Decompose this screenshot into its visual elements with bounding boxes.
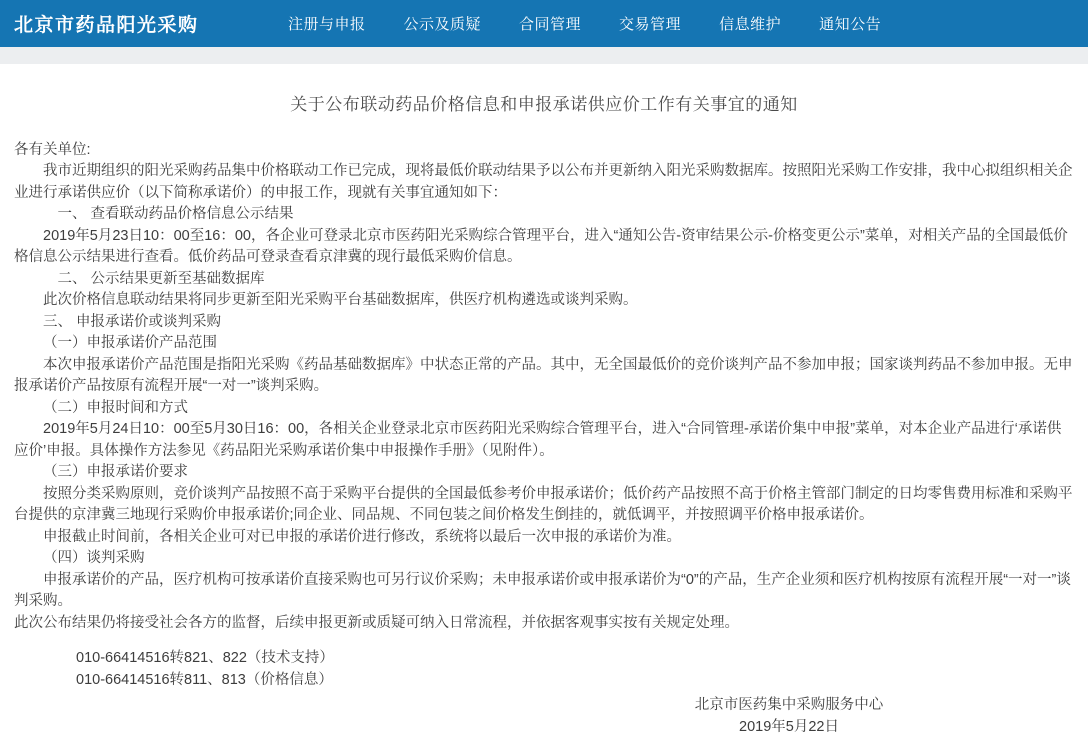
notice-title: 关于公布联动药品价格信息和申报承诺供应价工作有关事宜的通知 bbox=[290, 95, 798, 114]
header-divider-strip bbox=[0, 47, 1088, 64]
nav-item-info-maintenance[interactable]: 信息维护 bbox=[719, 16, 782, 33]
section-heading-3: 三、 申报承诺价或谈判采购 bbox=[43, 313, 222, 330]
subsection-heading-3-2: （二）申报时间和方式 bbox=[43, 399, 188, 416]
notice-salutation: 各有关单位: bbox=[14, 141, 91, 158]
signature-date: 2019年5月22日 bbox=[739, 718, 839, 735]
subsection-3-2-paragraph: 2019年5月24日10：00至5月30日16：00，各相关企业登录北京市医药阳光采购综合管理平台，进入“合同管理-承诺价集中申报”菜单，对本企业产品进行‘承诺供应价’申报。具体操作方法参见《药品阳光采购承诺价集中申报操作手册》（见附件）。 bbox=[14, 421, 1062, 459]
section-heading-2: 二、 公示结果更新至基础数据库 bbox=[57, 270, 265, 287]
subsection-3-1-paragraph: 本次申报承诺价产品范围是指阳光采购《药品基础数据库》中状态正常的产品。其中，无全国最低价的竞价谈判产品不参加申报；国家谈判药品不参加申报。无申报承诺价产品按原有流程开展“一对一”谈判采购。 bbox=[14, 356, 1073, 394]
nav-item-trade-management[interactable]: 交易管理 bbox=[619, 16, 682, 33]
nav-item-register-declare[interactable]: 注册与申报 bbox=[288, 16, 366, 33]
nav-item-contract-management[interactable]: 合同管理 bbox=[519, 16, 582, 33]
top-navigation-bar bbox=[0, 0, 1088, 47]
subsection-3-3-paragraph-1: 按照分类采购原则，竞价谈判产品按照不高于采购平台提供的全国最低参考价申报承诺价；低价药产品按照不高于价格主管部门制定的日均零售费用标准和采购平台提供的京津冀三地现行采购价申报承诺价;同企业、同品规、不同包装之间价格发生倒挂的，就低调平，并按照调平价格申报承诺价。 bbox=[14, 485, 1073, 523]
contact-line-tech-support: 010-66414516转821、822（技术支持） bbox=[76, 650, 334, 666]
nav-item-notice-announcement[interactable]: 通知公告 bbox=[819, 16, 882, 33]
subsection-3-3-paragraph-2: 申报截止时间前，各相关企业可对已申报的承诺价进行修改，系统将以最后一次申报的承诺价为准。 bbox=[43, 528, 681, 545]
site-title[interactable]: 北京市药品阳光采购 bbox=[14, 15, 199, 36]
subsection-heading-3-3: （三）申报承诺价要求 bbox=[43, 464, 188, 480]
main-nav bbox=[288, 0, 881, 47]
signature-block bbox=[644, 695, 934, 738]
subsection-3-4-paragraph: 申报承诺价的产品，医疗机构可按承诺价直接采购也可另行议价采购；未申报承诺价或申报承诺价为“0”的产品，生产企业须和医疗机构按原有流程开展“一对一”谈判采购。 bbox=[14, 571, 1071, 609]
contact-info bbox=[14, 648, 1074, 691]
nav-item-publicity-query[interactable]: 公示及质疑 bbox=[403, 16, 482, 33]
section-heading-1: 一、 查看联动药品价格信息公示结果 bbox=[57, 206, 294, 222]
section-1-paragraph: 2019年5月23日10：00至16：00，各企业可登录北京市医药阳光采购综合管理平台，进入“通知公告-资审结果公示-价格变更公示”菜单，对相关产品的全国最低价格信息公示结果进行查看。低价药品可登录查看京津冀的现行最低采购价信息。 bbox=[14, 227, 1068, 265]
signature-organization: 北京市医药集中采购服务中心 bbox=[694, 697, 884, 713]
subsection-heading-3-4: （四）谈判采购 bbox=[43, 550, 145, 566]
notice-closing-paragraph: 此次公布结果仍将接受社会各方的监督，后续申报更新或质疑可纳入日常流程，并依据客观事实按有关规定处理。 bbox=[14, 614, 739, 631]
section-2-paragraph: 此次价格信息联动结果将同步更新至阳光采购平台基础数据库，供医疗机构遴选或谈判采购。 bbox=[43, 292, 638, 308]
notice-document bbox=[0, 64, 1088, 746]
contact-line-price-info: 010-66414516转811、813（价格信息） bbox=[76, 671, 333, 688]
notice-paragraph-intro: 我市近期组织的阳光采购药品集中价格联动工作已完成，现将最低价联动结果予以公布并更新纳入阳光采购数据库。按照阳光采购工作安排，我中心拟组织相关企业进行承诺供应价（以下简称承诺价）的申报工作，现就有关事宜通知如下： bbox=[14, 163, 1073, 201]
subsection-heading-3-1: （一）申报承诺价产品范围 bbox=[43, 335, 217, 351]
